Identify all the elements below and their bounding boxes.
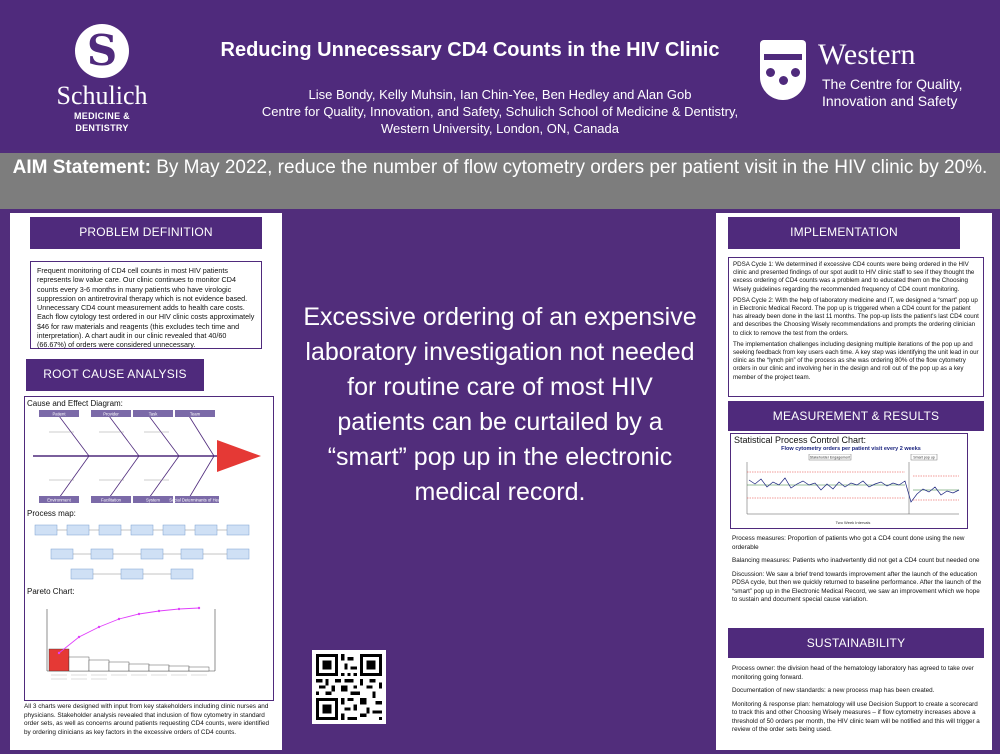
spc-x-axis-label: Two Week Intervals bbox=[835, 520, 871, 525]
spc-annotation: Smart pop up bbox=[913, 455, 935, 460]
poster-title: Reducing Unnecessary CD4 Counts in the HIV Clinic bbox=[220, 39, 720, 61]
implementation-text bbox=[728, 257, 984, 397]
western-logo-name: Western bbox=[818, 38, 916, 71]
left-column bbox=[10, 213, 282, 750]
spc-chart-box bbox=[730, 433, 968, 529]
western-shield-icon bbox=[760, 40, 806, 100]
sustainability-heading: SUSTAINABILITY bbox=[728, 628, 984, 658]
problem-definition-heading: PROBLEM DEFINITION bbox=[30, 217, 262, 249]
schulich-s-icon: S bbox=[75, 24, 129, 78]
root-cause-heading: ROOT CAUSE ANALYSIS bbox=[26, 359, 204, 391]
spc-chart bbox=[735, 454, 965, 528]
affiliation-line-1: Centre for Quality, Innovation, and Safety, Schulich School of Medicine & Dentistry, bbox=[261, 104, 739, 119]
aim-text: By May 2022, reduce the number of flow cytometry orders per patient visit in the HIV clinic by 20%. bbox=[156, 157, 988, 178]
fishbone-label: Patient bbox=[52, 411, 66, 417]
aim-label: AIM Statement: bbox=[12, 157, 151, 178]
right-column bbox=[716, 213, 992, 750]
fishbone-label: Environment bbox=[47, 497, 71, 503]
fishbone-label: Team bbox=[189, 411, 201, 417]
western-logo bbox=[760, 38, 990, 118]
balancing-measures: Balancing measures: Patients who inadvertently did not get a CD4 count but needed one bbox=[732, 557, 980, 564]
poster-header bbox=[0, 0, 1000, 150]
process-map-diagram bbox=[31, 521, 267, 583]
discussion-text: Discussion: We saw a brief trend towards improvement after the launch of the education PDSA cycle, but then we quickly returned to baseline performance. After the launch of the “smart” pop up in the Electronic Medical Record, we saw an improvement which we hope to sustain and document special cause variation. bbox=[732, 570, 982, 603]
poster-authors bbox=[180, 86, 820, 137]
spc-chart-title: Flow cytometry orders per patient visit every 2 weeks bbox=[781, 446, 921, 452]
fishbone-label: Social Determinants of Health bbox=[169, 497, 225, 503]
qr-code bbox=[312, 650, 386, 724]
fishbone-label: Task bbox=[148, 411, 158, 417]
pareto-chart-label: Pareto Chart: bbox=[27, 587, 75, 596]
documentation-standards: Documentation of new standards: a new process map has been created. bbox=[732, 687, 935, 694]
author-list: Lise Bondy, Kelly Muhsin, Ian Chin-Yee, Ben Hedley and Alan Gob bbox=[308, 87, 692, 102]
fishbone-label: Facilitation bbox=[100, 497, 122, 503]
root-cause-caption: All 3 charts were designed with input from key stakeholders including clinic nurses and physicians. Stakeholder analysis revealed that inclusion of flow cytometry in standard order sets, as well as concerns around patients requesting CD4 counts, were identified by ordering clinicians as key factors in the excessive orders of CD4 counts. bbox=[24, 703, 270, 736]
root-cause-figures bbox=[24, 396, 274, 701]
fishbone-label: Provider bbox=[103, 411, 119, 417]
schulich-logo bbox=[48, 24, 156, 133]
monitoring-plan: Monitoring & response plan: hematology will use Decision Support to create a scorecard to track this and other Choosing Wisely measures – if flow cytometry increases above a threshold of 50 orders per month, the HIV clinic team will be notified and this will trigger a review of the order sets being used. bbox=[732, 700, 980, 733]
implementation-cycle-1: PDSA Cycle 1: We determined if excessive CD4 counts were being ordered in the HIV clinic and presented findings of our spot audit to HIV clinic staff to see if they thought the excess ordering of CD4 counts was a problem and to educated them on the Choosing Wisely guidelines regarding the recommended frequency of CD4 count monitoring. bbox=[733, 261, 975, 293]
measurement-text bbox=[732, 535, 982, 605]
process-owner: Process owner: the division head of the hematology laboratory has agreed to take over monitoring going forward. bbox=[732, 665, 974, 681]
cause-effect-label: Cause and Effect Diagram: bbox=[27, 399, 123, 408]
schulich-logo-sub: MEDICINE & DENTISTRY bbox=[73, 111, 130, 133]
measurement-results-heading: MEASUREMENT & RESULTS bbox=[728, 401, 984, 431]
problem-definition-text: Frequent monitoring of CD4 cell counts in most HIV patients represents low value care. Our clinic continues to monitor CD4 counts every 3-6 months in many patients who have virologic suppression on antiretroviral therapy which is not evidence based. Unnecessary CD4 count measurement adds to health care costs. Each flow cytology test ordered in our HIV clinic costs approximately $46 for raw materials and reagents (this excludes tech time and interpretation). A chart audit in our clinic revealed that 40/60 (66.67%) of orders were considered unnecessary. bbox=[30, 261, 262, 349]
pareto-chart bbox=[33, 599, 269, 699]
implementation-cycle-2: PDSA Cycle 2: With the help of laboratory medicine and IT, we designed a “smart” pop up in Electronic Medical Record. The pop up is triggered when a CD4 count for the patient has already been done in the last 11 months. The pop-up lists the patient's last CD4 count and describes the Choosing Wisely recommendations and prompts the ordering clinician to click to remove the test from the orders. bbox=[733, 296, 979, 337]
affiliation-line-2: Western University, London, ON, Canada bbox=[381, 121, 619, 136]
schulich-logo-name: Schulich bbox=[56, 81, 148, 110]
implementation-heading: IMPLEMENTATION bbox=[728, 217, 960, 249]
process-map-label: Process map: bbox=[27, 509, 76, 518]
fishbone-diagram bbox=[29, 410, 269, 505]
western-logo-sub: The Centre for Quality, Innovation and Safety bbox=[822, 76, 963, 109]
aim-statement bbox=[0, 153, 1000, 209]
spc-chart-label: Statistical Process Control Chart: bbox=[734, 435, 867, 445]
key-message: Excessive ordering of an expensive laboratory investigation not needed for routine care of most HIV patients can be curtailed by a “smart” pop up in the electronic medical record. bbox=[303, 303, 697, 506]
fishbone-label: System bbox=[146, 497, 160, 503]
spc-annotation: Stakeholder Engagement bbox=[809, 455, 851, 460]
process-measures: Process measures: Proportion of patients who got a CD4 count done using the new orderable bbox=[732, 535, 965, 551]
sustainability-text bbox=[732, 665, 982, 735]
implementation-challenges: The implementation challenges including designing multiple iterations of the pop up and seeking feedback from key users each time. A key step was identifying the unit lead in our clinic as the “lynch pin” of the process as she was ordering 80% of the flow cytometry orders in our clinic and involving her in the design and roll out of the pop up as a key member of the project team. bbox=[733, 340, 979, 381]
